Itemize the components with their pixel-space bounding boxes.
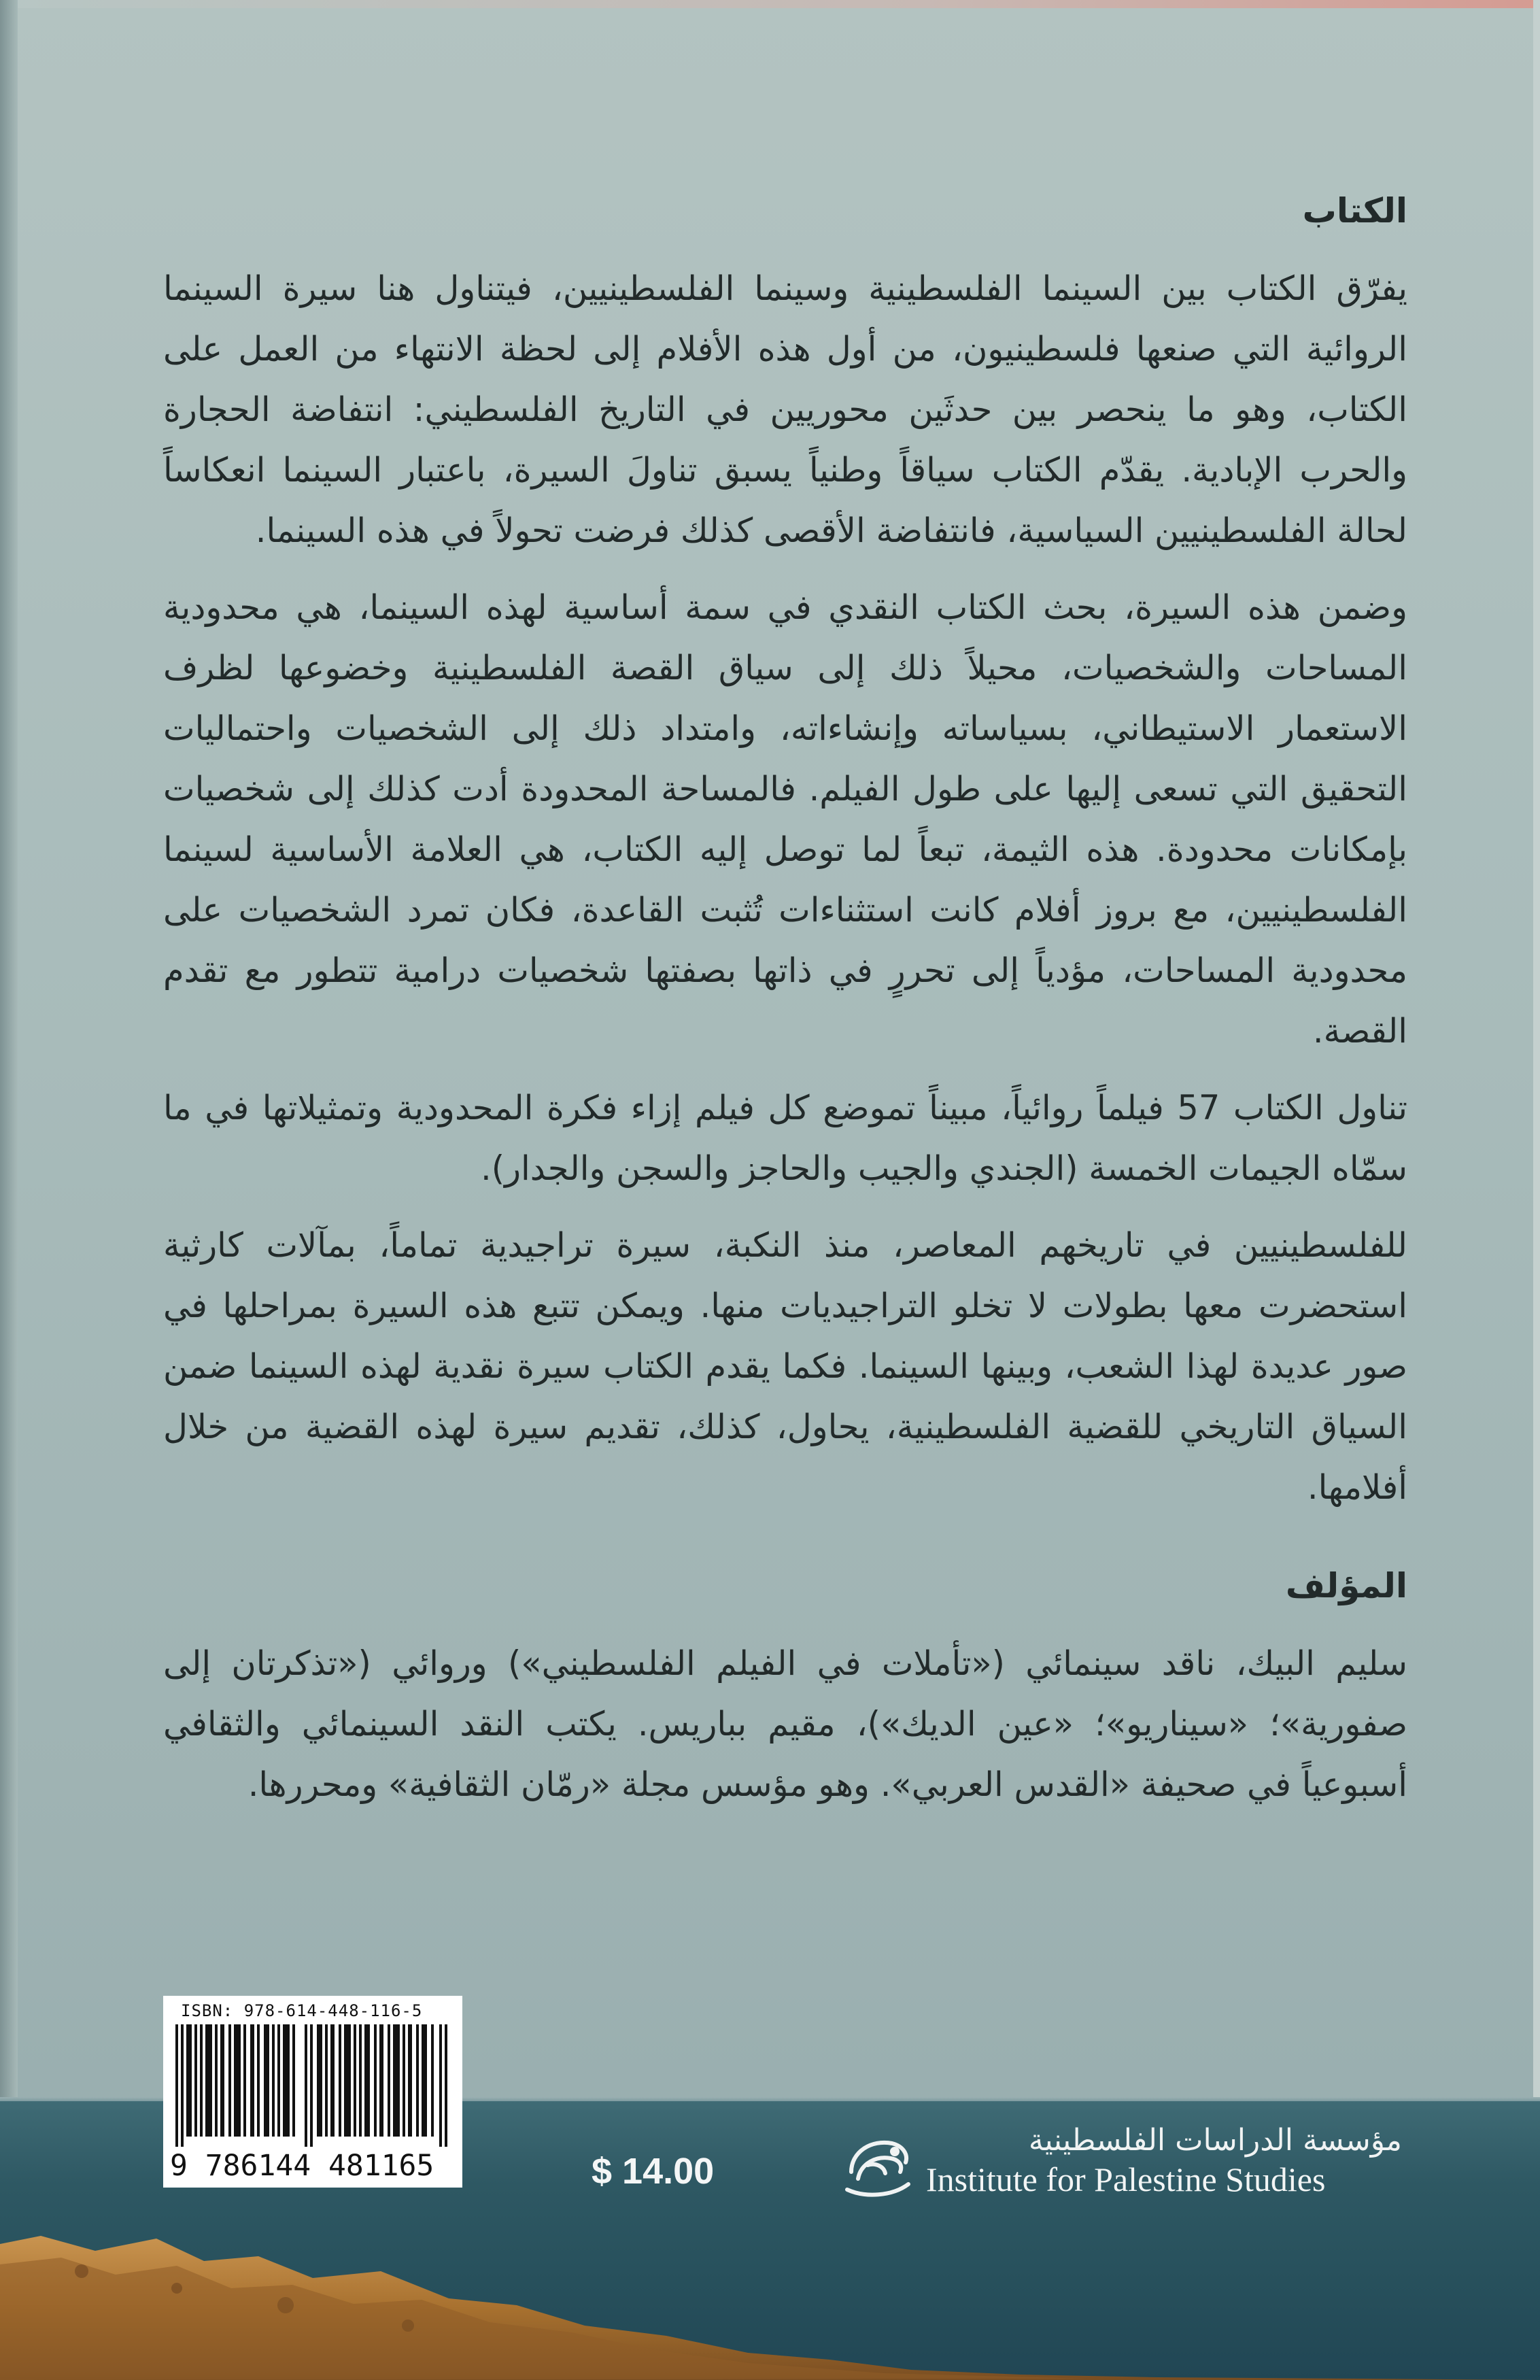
spine-edge [0, 0, 18, 2380]
price-label: $ 14.00 [592, 2151, 715, 2192]
book-paragraph: تناول الكتاب 57 فيلماً روائياً، مبيناً تموضع كل فيلم إزاء فكرة المحدودية وتمثيلاتها في ما سمّاه الجيمات الخمسة (الجندي والجيب والحاجز والسجن والجدار). [163, 1088, 1407, 1188]
blurb-text-area [163, 190, 1407, 1831]
barcode-digits: 9 786144 481165 [170, 2149, 434, 2183]
author-paragraph: سليم البيك، ناقد سينمائي («تأملات في الفيلم الفلسطيني») وروائي («تذكرتان إلى صفورية»؛ «سيناريو»؛ «عين الديك»)، مقيم بباريس. يكتب النقد السينمائي والثقافي أسبوعياً في صحيفة «القدس العربي». وهو مؤسس مجلة «رمّان الثقافية» ومحررها. [163, 1644, 1407, 1804]
isbn-label: ISBN: 978-614-448-116-5 [181, 2001, 423, 2020]
book-paragraph: يفرّق الكتاب بين السينما الفلسطينية وسينما الفلسطينيين، فيتناول هنا سيرة السينما الروائية التي صنعها فلسطينيون، من أول هذه الأفلام إلى لحظة الانتهاء من العمل على الكتاب، وهو ما ينحصر بين حدثَين محوريين في التاريخ الفلسطيني: انتفاضة الحجارة والحرب الإبادية. يقدّم الكتاب سياقاً وطنياً يسبق تناولَ السيرة، باعتبار السينما انعكاساً لحالة الفلسطينيين السياسية، فانتفاضة الأقصى كذلك فرضت تحولاً في هذه السينما. [163, 269, 1407, 550]
isbn-barcode [163, 1996, 462, 2188]
book-section-title: الكتاب [1302, 191, 1407, 231]
author-section-title: المؤلف [1285, 1566, 1407, 1605]
publisher-name-english: Institute for Palestine Studies [926, 2160, 1326, 2198]
rock-foreground [0, 2224, 1540, 2380]
top-edge-strip [0, 0, 1540, 8]
book-paragraph: للفلسطينيين في تاريخهم المعاصر، منذ النكبة، سيرة تراجيدية تماماً، بمآلات كارثية استحضرت معها بطولات لا تخلو التراجيديات منها. ويمكن تتبع هذه السيرة بمراحلها في صور عديدة لهذا الشعب، وبينها السينما. فكما يقدم الكتاب سيرة نقدية لهذه السينما ضمن السياق التاريخي للقضية الفلسطينية، يحاول، كذلك، تقديم سيرة لهذه القضية من خلال أفلامها. [163, 1225, 1407, 1507]
book-paragraph: وضمن هذه السيرة، بحث الكتاب النقدي في سمة أساسية لهذه السينما، هي محدودية المساحات والشخصيات، محيلاً ذلك إلى سياق القصة الفلسطينية وخضوعها لظرف الاستعمار الاستيطاني، بسياساته وإنشاءاته، وامتداد ذلك إلى الشخصيات واحتماليات التحقيق التي تسعى إليها على طول الفيلم. فالمساحة المحدودة أدت كذلك إلى شخصيات بإمكانات محدودة. هذه الثيمة، تبعاً لما توصل إليه الكتاب، هي العلامة الأساسية لسينما الفلسطينيين، مع بروز أفلام كانت استثناءات تُثبت القاعدة، فكان تمرد الشخصيات على محدودية المساحات، مؤدياً إلى تحررٍ في ذاتها بصفتها شخصيات درامية تتطور مع تقدم القصة. [163, 588, 1407, 1051]
ips-logo-icon [838, 2124, 918, 2205]
right-edge [1533, 0, 1540, 2380]
barcode-bars [175, 2024, 450, 2147]
publisher-name-arabic: مؤسسة الدراسات الفلسطينية [1028, 2123, 1402, 2158]
